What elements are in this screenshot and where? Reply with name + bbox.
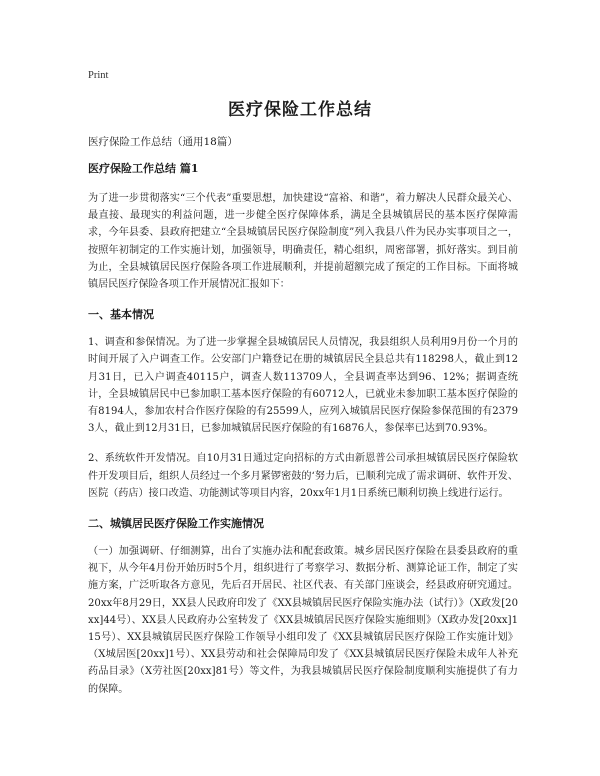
document-title: 医疗保险工作总结 [228, 100, 372, 120]
document-body [88, 160, 518, 711]
article-heading: 医疗保险工作总结 篇1 [88, 162, 199, 175]
section-heading-implementation: 二、城镇居民医疗保险工作实施情况 [88, 517, 264, 531]
paragraph-survey: 1、调查和参保情况。为了进一步掌握全县城镇居民人员情况，我县组织人员利用9月份一个月的时间开展了入户调查工作。公安部门户籍登记在册的城镇居民全县总共有118298人，截止到12月31日，已入户调查40115户，调查人数113709人，全县调查率达到96、12%；据调查统计，全县城镇居民中已参加职工基本医疗保险的有60712人，已就业未参加职工基本医疗保险的有8194人，参加农村合作医疗保险的有25599人，应列入城镇居民医疗保险参保范围的有23793人，截止到12月31日，已参加城镇居民医疗保险的有16876人，参保率已达到70.93%。 [88, 337, 518, 435]
paragraph-research: （一）加强调研、仔细测算，出台了实施办法和配套政策。城乡居民医疗保险在县委县政府的重视下，从今年4月份开始历时5个月，组织进行了考察学习、数据分析、测算论证工作，制定了实施方案，广泛听取各方意见，先后召开居民、社区代表、有关部门座谈会，经县政府研究通过。20xx年8月29日，XX县人民政府印发了《XX县城镇居民医疗保险实施办法（试行）》（X政发[20xx]44号）、XX县人民政府办公室转发了《XX县城镇居民医疗保险实施细则》（X政办发[20xx]115号）、XX县城镇居民医疗保险工作领导小组印发了《XX县城镇居民医疗保险工作实施计划》（X城居医[20xx]1号）、XX县劳动和社会保障局印发了《XX县城镇居民医疗保险未成年人补充药品目录》（X劳社医[20xx]81号）等文件，为我县城镇居民医疗保险制度顺利实施提供了有力的保障。 [88, 546, 518, 695]
document-subtitle: 医疗保险工作总结（通用18篇） [88, 136, 238, 148]
section-heading-basic: 一、基本情况 [88, 308, 154, 322]
intro-paragraph: 为了进一步贯彻落实“三个代表”重要思想，加快建设“富裕、和谐”，着力解决人民群众最关心、最直接、最现实的利益问题，进一步健全医疗保障体系，满足全县城镇居民的基本医疗保障需求，今年县委、县政府把建立“全县城镇居民医疗保险制度”列入我县八件为民办实事项目之一，按照年初制定的工作实施计划，加强领导，明确责任，精心组织，周密部署，抓好落实。到目前为止，全县城镇居民医疗保险各项工作进展顺利，并提前超额完成了预定的工作目标。下面将城镇居民医疗保险各项工作开展情况汇报如下： [88, 193, 518, 291]
print-label: Print [88, 70, 109, 81]
paragraph-software: 2、系统软件开发情况。自10月31日通过定向招标的方式由新恩普公司承担城镇居民医疗保险软件开发项目后，组织人员经过一个多月紧锣密鼓的‘努力后，已顺利完成了需求调研、软件开发、医院（药店）接口改造、功能测试等项目内容，20xx年1月1日系统已顺利切换上线进行运行。 [88, 453, 518, 499]
